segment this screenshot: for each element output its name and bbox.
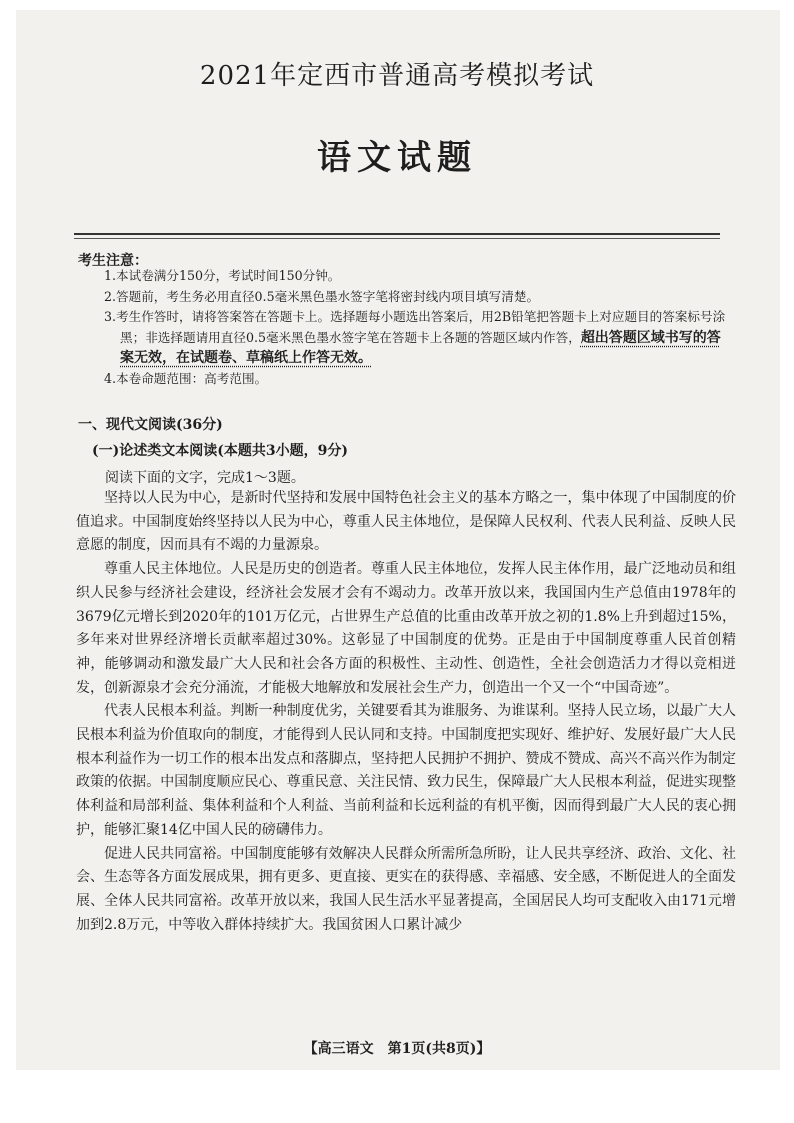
part-heading: (一)论述类文本阅读(本题共3小题，9分) [92,443,348,459]
notice-item-text: 3.考生作答时，请将答案答在答题卡上。选择题每小题选出答案后，用2B铅笔把答题卡上对应题目的答案标号涂黑；非选择题请用直径0.5毫米黑色墨水签字笔在答题卡上各题的答题区域内作答， [104,309,726,345]
notice-item: 1.本试卷满分150分，考试时间150分钟。 [104,268,341,283]
passage [76,487,736,937]
passage-paragraph: 坚持以人民为中心，是新时代坚持和发展中国特色社会主义的基本方略之一，集中体现了中国制度的价值追求。中国制度始终坚持以人民为中心，尊重人民主体地位，是保障人民权利、代表人民利益、反映人民意愿的制度，因而具有不竭的力量源泉。 [76,490,736,554]
section-heading: 一、现代文阅读(36分) [78,417,223,433]
notice-item: 2.答题前，考生务必用直径0.5毫米黑色墨水签字笔将密封线内项目填写清楚。 [104,288,540,304]
passage-paragraph: 促进人民共同富裕。中国制度能够有效解决人民群众所需所急所盼，让人民共享经济、政治、文化、社会、生态等各方面发展成果，拥有更多、更直接、更实在的获得感、幸福感、安全感，不断促进人的全面发展、全体人民共同富裕。改革开放以来，我国人民生活水平显著提高，全国居民人均可支配收入由171元增加到2.8万元，中等收入群体持续扩大。我国贫困人口累计减少 [76,845,736,933]
notice-list [104,266,734,389]
reading-instruction: 阅读下面的文字，完成1～3题。 [105,470,305,486]
exam-subject-title: 语文试题 [317,138,477,178]
header-rule-thick [74,233,720,235]
page-footer: 【高三语文 第1页(共8页)】 [303,1041,491,1057]
passage-paragraph: 代表人民根本利益。判断一种制度优劣，关键要看其为谁服务、为谁谋利。坚持人民立场，以最广大人民根本利益为价值取向的制度，才能得到人民认同和支持。中国制度把实现好、维护好、发展好最广大人民根本利益作为一切工作的根本出发点和落脚点，坚持把人民拥护不拥护、赞成不赞成、高兴不高兴作为制定政策的依据。中国制度顺应民心、尊重民意、关注民情、致力民生，保障最广大人民根本利益，促进实现整体利益和局部利益、集体利益和个人利益、当前利益和长远利益的有机平衡，因而得到最广大人民的衷心拥护，能够汇聚14亿中国人民的磅礴伟力。 [76,703,736,838]
notice-item [104,307,734,369]
notice-heading: 考生注意： [78,253,148,269]
passage-paragraph: 尊重人民主体地位。人民是历史的创造者。尊重人民主体地位，发挥人民主体作用，最广泛地动员和组织人民参与经济社会建设，经济社会发展才会有不竭动力。改革开放以来，我国国内生产总值由1978年的3679亿元增长到2020年的101万亿元，占世界生产总值的比重由改革开放之初的1.8%上升到超过15%，多年来对世界经济增长贡献率超过30%。这彰显了中国制度的优势。正是由于中国制度尊重人民首创精神，能够调动和激发最广大人民和社会各方面的积极性、主动性、创造性，全社会创造活力才得以竞相迸发，创新源泉才会充分涌流，才能极大地解放和发展社会生产力，创造出一个又一个“中国奇迹”。 [76,561,736,696]
notice-emphasis: 超出答题区域书写的答案无效，在试题卷、草稿纸上作答无效。 [120,329,721,366]
exam-title: 2021年定西市普通高考模拟考试 [199,61,595,91]
notice-item: 4.本卷命题范围：高考范围。 [104,370,268,386]
header-rule-thin [74,238,720,239]
